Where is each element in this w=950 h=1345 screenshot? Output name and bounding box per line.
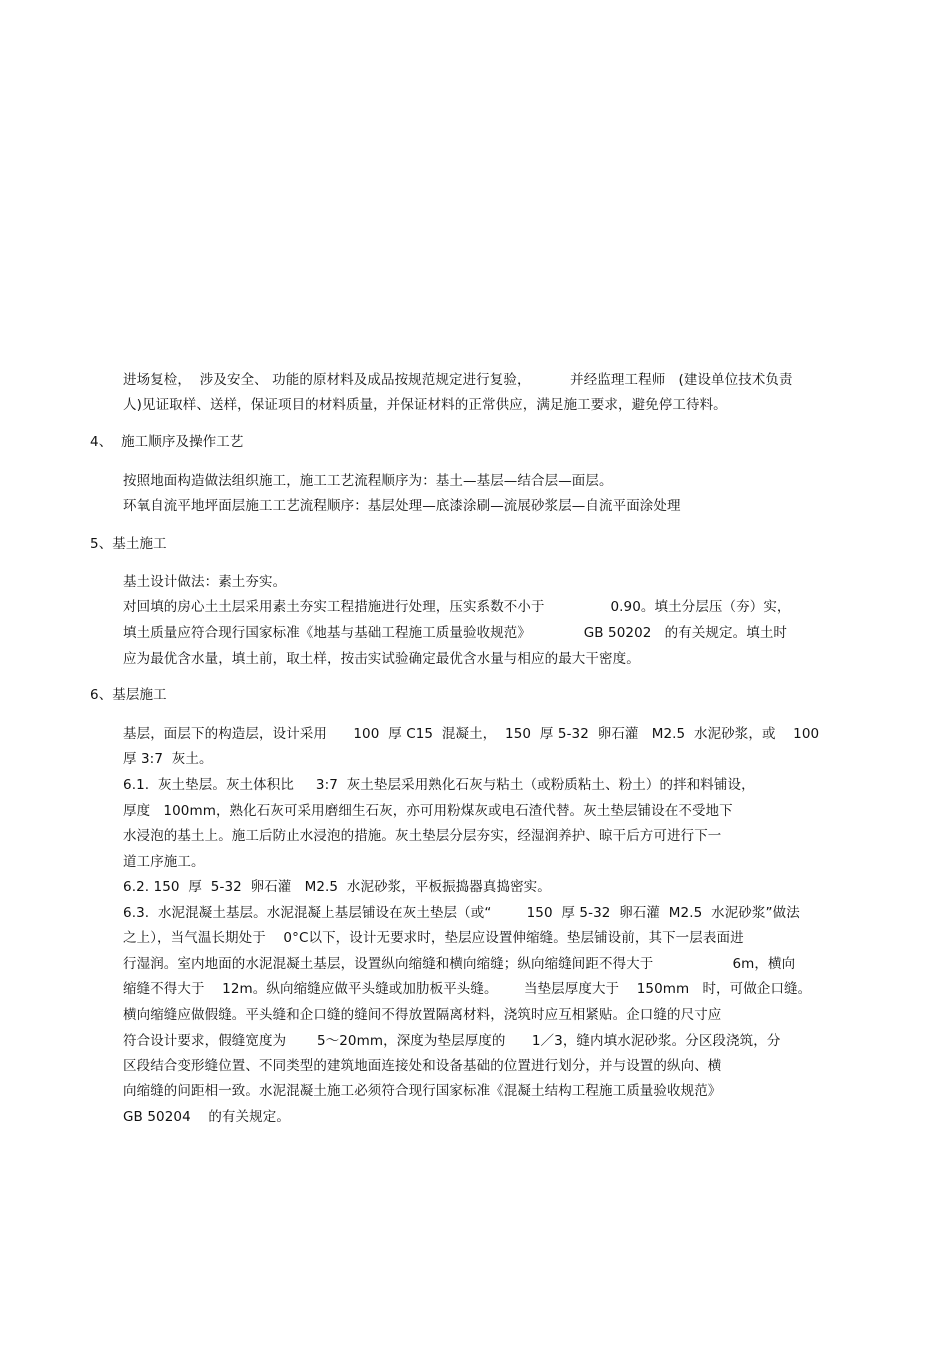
section-6-line-13: 符合设计要求，假缝宽度为 5～20mm，深度为垫层厚度的 1／3，缝内填水泥砂浆。分区段浇筑，分	[123, 1033, 781, 1049]
section-6-line-8: 6.3. 水泥混凝土基层。水泥混凝上基层铺设在灰土垫层（或“ 150 厚 5-32 卵石灌 M2.5 水泥砂浆”做法	[123, 905, 800, 921]
intro-line-1: 进场复检， 涉及安全、 功能的原材料及成品按规范规定进行复验， 并经监理工程师 (建设单位技术负责	[123, 372, 793, 388]
section-6-heading: 6、基层施工	[90, 687, 167, 703]
section-6-line-6: 道工序施工。	[123, 854, 205, 870]
section-4-line-2: 环氧自流平地坪面层施工工艺流程顺序：基层处理—底漆涂刷—流展砂浆层—自流平面涂处理	[123, 498, 681, 514]
section-5-line-1: 基土设计做法：素土夯实。	[123, 574, 287, 590]
section-6-line-10: 行湿润。室内地面的水泥混凝土基层，设置纵向缩缝和横向缩缝；纵向缩缝间距不得大于 6m，横向	[123, 956, 796, 972]
section-6-line-3: 6.1. 灰土垫层。灰土体积比 3:7 灰土垫层采用熟化石灰与粘土（或粉质粘土、粉土）的拌和料铺设，	[123, 777, 755, 793]
section-6-line-16: GB 50204 的有关规定。	[123, 1109, 290, 1125]
section-6-line-12: 横向缩缝应做假缝。平头缝和企口缝的缝间不得放置隔离材料，浇筑时应互相紧贴。企口缝的尺寸应	[123, 1007, 722, 1023]
section-6-line-9: 之上），当气温长期处于 0°C以下，设计无要求时，垫层应设置伸缩缝。垫层铺设前，其下一层表面进	[123, 930, 744, 946]
section-6-line-4: 厚度 100mm，熟化石灰可采用磨细生石灰，亦可用粉煤灰或电石渣代替。灰土垫层铺设在不受地下	[123, 803, 733, 819]
section-6-line-7: 6.2. 150 厚 5-32 卵石灌 M2.5 水泥砂浆，平板振捣器真捣密实。	[123, 879, 551, 895]
section-6-line-1: 基层，面层下的构造层，设计采用 100 厚 C15 混凝土， 150 厚 5-32 卵石灌 M2.5 水泥砂浆，或 100	[123, 726, 820, 742]
section-4-heading: 4、 施工顺序及操作工艺	[90, 434, 244, 450]
section-5-line-4: 应为最优含水量，填土前，取土样，按击实试验确定最优含水量与相应的最大干密度。	[123, 651, 640, 667]
section-5-heading: 5、基土施工	[90, 536, 167, 552]
section-5-line-2: 对回填的房心土土层采用素土夯实工程措施进行处理，压实系数不小于 0.90。填土分层压（夯）实，	[123, 599, 791, 615]
section-6-line-11: 缩缝不得大于 12m。纵向缩缝应做平头缝或加肋板平头缝。 当垫层厚度大于 150mm 时，可做企口缝。	[123, 981, 812, 997]
section-6-line-15: 向缩缝的问距相一致。水泥混凝土施工必须符合现行国家标准《混凝土结构工程施工质量验收规范》	[123, 1083, 722, 1099]
section-6-line-14: 区段结合变形缝位置、不同类型的建筑地面连接处和设备基础的位置进行划分，并与设置的纵向、横	[123, 1058, 722, 1074]
intro-line-2: 人)见证取样、送样，保证项目的材料质量，并保证材料的正常供应，满足施工要求，避免停工待料。	[123, 397, 727, 413]
section-6-line-2: 厚 3:7 灰土。	[123, 751, 213, 767]
section-5-line-3: 填土质量应符合现行国家标准《地基与基础工程施工质量验收规范》 GB 50202 的有关规定。填土时	[123, 625, 788, 641]
section-6-line-5: 水浸泡的基土上。施工后防止水浸泡的措施。灰土垫层分层夯实，经湿润养护、晾干后方可进行下一	[123, 828, 722, 844]
section-4-line-1: 按照地面构造做法组织施工，施工工艺流程顺序为：基土—基层—结合层—面层。	[123, 473, 613, 489]
